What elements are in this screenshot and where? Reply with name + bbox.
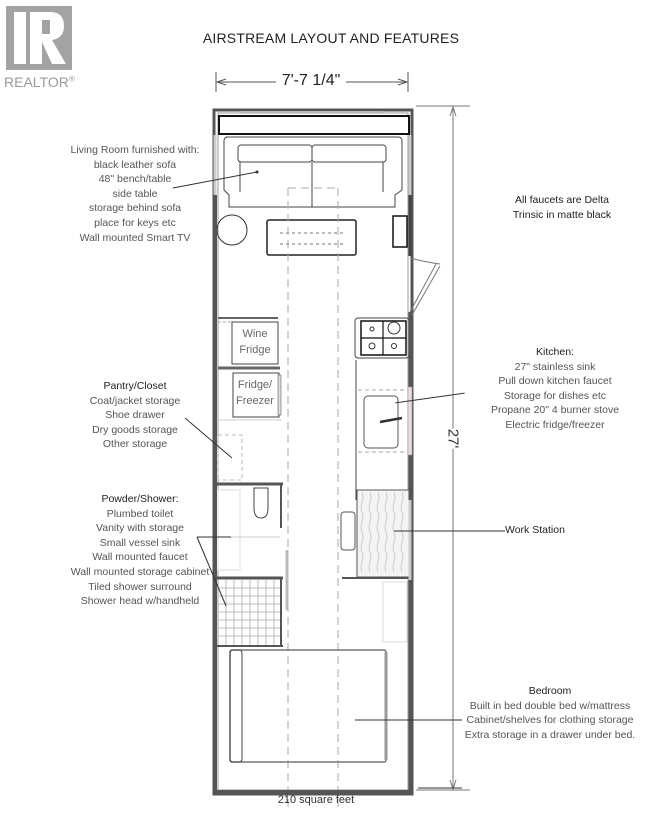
faucets-note: All faucets are Delta Trinsic in matte black: [512, 194, 612, 221]
width-dimension: 7'-7 1/4": [216, 72, 406, 90]
wine-fridge-label: Wine Fridge: [239, 328, 271, 356]
kitchen-note: Kitchen: 27" stainless sink Pull down kitchen faucet Storage for dishes etc Propane 20" 4 burner stove Electric fridge/freezer: [490, 346, 620, 431]
aisle-lines: [288, 188, 338, 812]
square-footage: 210 square feet: [277, 794, 355, 806]
stove: [355, 318, 409, 358]
desk-chair: [341, 512, 355, 550]
page-title: AIRSTREAM LAYOUT AND FEATURES: [202, 30, 460, 46]
pantry-storage: [218, 435, 242, 480]
toilet: [254, 488, 268, 518]
work-station-note: Work Station: [505, 524, 565, 536]
sofa: [224, 137, 402, 207]
realtor-wordmark: REALTOR®: [4, 74, 75, 90]
entry-door: [410, 258, 440, 315]
faucet: [380, 418, 402, 422]
bench-table: [267, 220, 356, 255]
smart-tv: [393, 216, 407, 247]
length-dimension: 27': [444, 428, 462, 449]
work-station: [341, 490, 410, 578]
kitchen-counter: [356, 360, 408, 500]
realtor-logo: [4, 4, 75, 94]
living-room-note: Living Room furnished with: black leather sofa 48" bench/table side table storage behind sofa place for keys etc Wall mounted Smart TV: [70, 144, 200, 244]
bed: [230, 650, 386, 762]
powder-shower-note: Powder/Shower: Plumbed toilet Vanity with storage Small vessel sink Wall mounted faucet Wall mounted storage cabinet Tiled shower surround Shower head w/handheld: [70, 493, 210, 608]
bedroom-note: Bedroom Built in bed double bed w/mattress Cabinet/shelves for clothing storage Extra storage in a drawer under bed.: [464, 685, 636, 741]
fridge-freezer-label: Fridge/ Freezer: [236, 379, 274, 407]
pantry-note: Pantry/Closet Coat/jacket storage Shoe drawer Dry goods storage Other storage: [89, 380, 181, 451]
